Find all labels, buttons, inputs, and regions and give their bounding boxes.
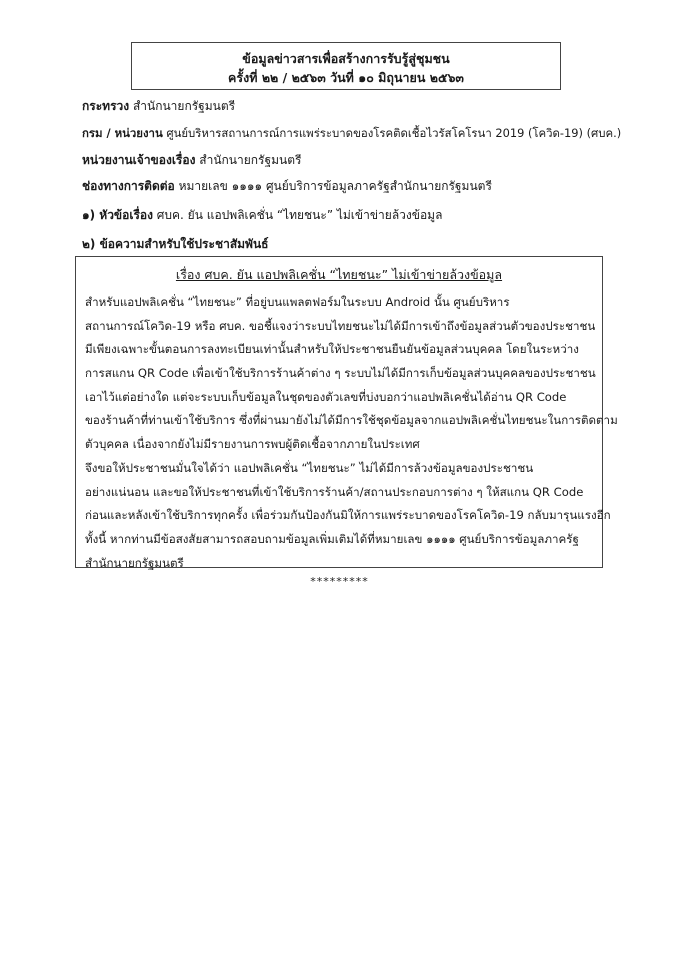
message-line: อย่างแน่นอน และขอให้ประชาชนที่เข้าใช้บริการร้านค้า/สถานประกอบการต่าง ๆ ให้สแกน QR Code: [85, 484, 584, 499]
meta-department-label: กรม / หน่วยงาน: [82, 126, 163, 140]
message-line: มีเพียงเฉพาะขั้นตอนการลงทะเบียนเท่านั้นสำหรับให้ประชาชนยืนยันข้อมูลส่วนบุคคล โดยในระหว่าง: [85, 342, 579, 357]
meta-department: [82, 125, 642, 141]
message-line: เอาไว้แต่อย่างใด แต่จะระบบเก็บข้อมูลในชุดของตัวเลขที่บ่งบอกว่าแอปพลิเคชั่นได้อ่าน QR Code: [85, 389, 567, 404]
header-title: ข้อมูลข่าวสารเพื่อสร้างการรับรู้สู่ชุมชน: [242, 51, 450, 66]
message-line: จึงขอให้ประชาชนมั่นใจได้ว่า แอปพลิเคชั่น “ไทยชนะ” ไม่ได้มีการล้วงข้อมูลของประชาชน: [85, 460, 534, 475]
meta-ministry-label: กระทรวง: [82, 99, 130, 113]
meta-contact-value: หมายเลข ๑๑๑๑ ศูนย์บริการข้อมูลภาครัฐสำนักนายกรัฐมนตรี: [178, 179, 492, 193]
meta-department-value: ศูนย์บริหารสถานการณ์การแพร่ระบาดของโรคติดเชื้อไวรัสโคโรนา 2019 (โควิด-19) (ศบค.): [166, 126, 622, 140]
message-box: [75, 256, 618, 570]
message-line: สำนักนายกรัฐมนตรี: [85, 555, 184, 570]
message-line: ทั้งนี้ หากท่านมีข้อสงสัยสามารถสอบถามข้อมูลเพิ่มเติมได้ที่หมายเลข ๑๑๑๑ ศูนย์บริการข้อมูลภาครัฐ: [85, 531, 579, 546]
message-body: [85, 291, 618, 575]
header-issue-date: ครั้งที่ ๒๒ / ๒๕๖๓ วันที่ ๑๐ มิถุนายน ๒๕๖๓: [228, 70, 464, 85]
message-line: ก่อนและหลังเข้าใช้บริการทุกครั้ง เพื่อร่วมกันป้องกันมิให้การแพร่ระบาดของโรคโควิด-19 กลับมารุนแรงอีก: [85, 508, 611, 523]
message-line: การสแกน QR Code เพื่อเข้าใช้บริการร้านค้าต่าง ๆ ระบบไม่ได้มีการเก็บข้อมูลส่วนบุคคลของประชาชน: [85, 366, 596, 381]
meta-owner-label: หน่วยงานเจ้าของเรื่อง: [82, 153, 196, 167]
section-1-label: ๑) หัวข้อเรื่อง: [82, 208, 153, 222]
header-box: [131, 42, 561, 90]
meta-contact-label: ช่องทางการติดต่อ: [82, 179, 175, 193]
meta-contact: [82, 178, 642, 194]
message-line: ของร้านค้าที่ท่านเข้าใช้บริการ ซึ่งที่ผ่านมายังไม่ได้มีการใช้ชุดข้อมูลจากแอปพลิเคชั่นไทยชนะในการติดตาม: [85, 413, 618, 428]
meta-ministry: [82, 98, 642, 114]
message-line: ตัวบุคคล เนื่องจากยังไม่มีรายงานการพบผู้ติดเชื้อจากภายในประเทศ: [85, 437, 420, 452]
meta-owner: [82, 152, 642, 168]
section-2-label: ๒) ข้อความสำหรับใช้ประชาสัมพันธ์: [82, 237, 269, 251]
section-1: [82, 207, 642, 223]
message-line: สถานการณ์โควิด-19 หรือ ศบค. ขอชี้แจงว่าระบบไทยชนะไม่ได้มีการเข้าถึงข้อมูลส่วนตัวของประชาชน: [85, 318, 596, 333]
section-2: [82, 236, 642, 252]
end-marker: *********: [310, 575, 369, 588]
section-1-value: ศบค. ยัน แอปพลิเคชั่น “ไทยชนะ” ไม่เข้าข่ายล้วงข้อมูล: [156, 208, 443, 222]
message-line: สำหรับแอปพลิเคชั่น “ไทยชนะ” ที่อยู่บนแพลตฟอร์มในระบบ Android นั้น ศูนย์บริหาร: [85, 295, 510, 309]
meta-ministry-value: สำนักนายกรัฐมนตรี: [132, 99, 236, 113]
meta-owner-value: สำนักนายกรัฐมนตรี: [199, 153, 302, 167]
message-title: เรื่อง ศบค. ยัน แอปพลิเคชั่น “ไทยชนะ” ไม่เข้าข่ายล้วงข้อมูล: [175, 267, 503, 282]
